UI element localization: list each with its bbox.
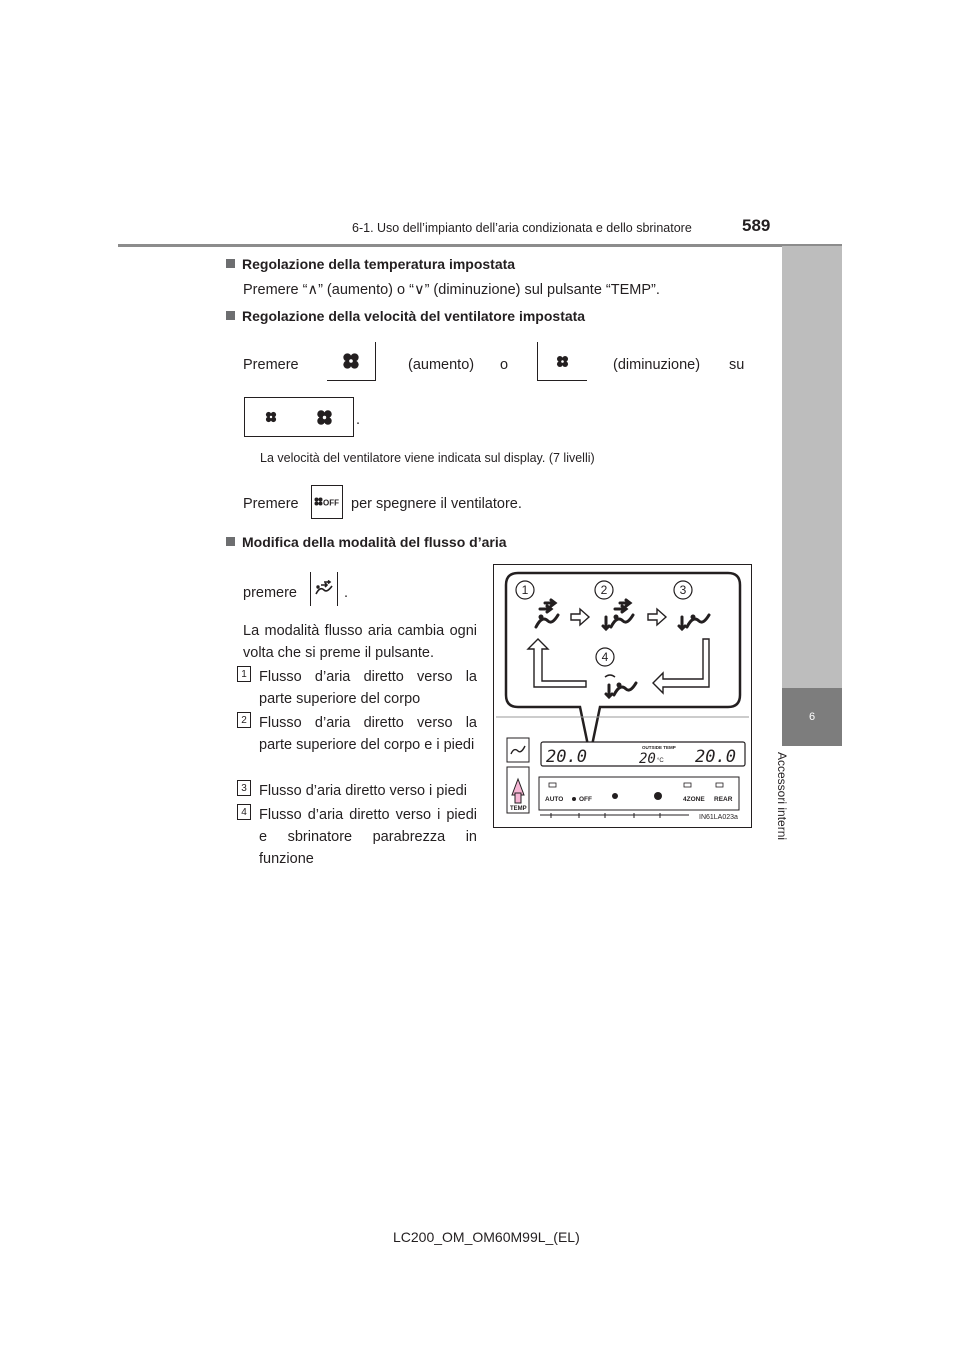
document-code: LC200_OM_OM60M99L_(EL) bbox=[393, 1229, 580, 1245]
svg-text:4ZONE: 4ZONE bbox=[683, 796, 705, 803]
svg-text:20.0: 20.0 bbox=[546, 747, 587, 767]
fan-up-button bbox=[327, 342, 376, 381]
svg-text:OUTSIDE TEMP: OUTSIDE TEMP bbox=[642, 745, 676, 750]
svg-text:AUTO: AUTO bbox=[545, 796, 564, 803]
airflow-illustration bbox=[493, 564, 752, 828]
airflow-mode-button bbox=[310, 572, 338, 606]
svg-text:TEMP: TEMP bbox=[510, 806, 527, 812]
heading-airflow: Modifica della modalità del flusso d’aria bbox=[226, 534, 507, 550]
svg-text:°C: °C bbox=[657, 758, 664, 764]
heading-fan-speed: Regolazione della velocità del ventilatore impostata bbox=[226, 308, 585, 324]
text-period: . bbox=[356, 412, 361, 428]
text-or: o bbox=[500, 357, 509, 373]
section-title: 6-1. Uso dell’impianto dell’aria condizionata e dello sbrinatore bbox=[352, 221, 692, 235]
svg-text:OFF: OFF bbox=[579, 796, 592, 803]
svg-text:IN61LA023a: IN61LA023a bbox=[699, 814, 738, 821]
list-item: 4 Flusso d’aria diretto verso i piedi e sbrinatore parabrezza in funzione bbox=[237, 804, 477, 870]
svg-text:4: 4 bbox=[601, 650, 609, 664]
fan-speed-button bbox=[244, 397, 354, 437]
text-press-off: Premere bbox=[243, 496, 299, 512]
text-decrease: (diminuzione) bbox=[613, 357, 701, 373]
text-on: su bbox=[729, 357, 745, 373]
text-period-2: . bbox=[344, 585, 349, 601]
fan-down-button bbox=[537, 342, 587, 381]
svg-text:2: 2 bbox=[600, 583, 608, 597]
svg-text:OFF: OFF bbox=[323, 498, 339, 507]
text-press: Premere bbox=[243, 357, 299, 373]
text-temperature: Premere “∧” (aumento) o “∨” (diminuzione) sul pulsante “TEMP”. bbox=[243, 282, 660, 298]
svg-text:1: 1 bbox=[521, 583, 529, 597]
list-item: 2 Flusso d’aria diretto verso la parte superiore del corpo e i piedi bbox=[237, 712, 477, 756]
chapter-tab: 6 bbox=[782, 688, 842, 746]
chapter-title: Accessori interni bbox=[775, 752, 789, 841]
side-bar bbox=[782, 246, 842, 688]
svg-text:20: 20 bbox=[639, 751, 656, 767]
list-item: 1 Flusso d’aria diretto verso la parte superiore del corpo bbox=[237, 666, 477, 710]
fan-off-icon bbox=[314, 497, 340, 507]
heading-temperature: Regolazione della temperatura impostata bbox=[226, 256, 515, 272]
text-turn-off-fan: per spegnere il ventilatore. bbox=[351, 496, 522, 512]
page-number: 589 bbox=[742, 216, 771, 235]
note-fan-levels: La velocità del ventilatore viene indicata sul display. (7 livelli) bbox=[260, 451, 595, 465]
list-item: 3 Flusso d’aria diretto verso i piedi bbox=[237, 780, 477, 802]
text-increase: (aumento) bbox=[408, 357, 475, 373]
svg-text:3: 3 bbox=[679, 583, 687, 597]
header-rule bbox=[118, 244, 842, 247]
text-press-mode: premere bbox=[243, 585, 297, 601]
fan-large-icon bbox=[342, 352, 360, 370]
svg-text:REAR: REAR bbox=[714, 796, 733, 803]
airflow-diagram bbox=[494, 565, 751, 827]
airflow-mode-icon bbox=[313, 580, 335, 598]
text-airflow-desc: La modalità flusso aria cambia ogni volta che si preme il pulsante. bbox=[243, 623, 477, 661]
fan-off-button bbox=[311, 485, 343, 519]
fan-small-icon bbox=[265, 411, 277, 423]
fan-small-icon bbox=[556, 355, 569, 368]
svg-text:20.0: 20.0 bbox=[695, 747, 736, 767]
fan-large-icon bbox=[316, 409, 333, 426]
